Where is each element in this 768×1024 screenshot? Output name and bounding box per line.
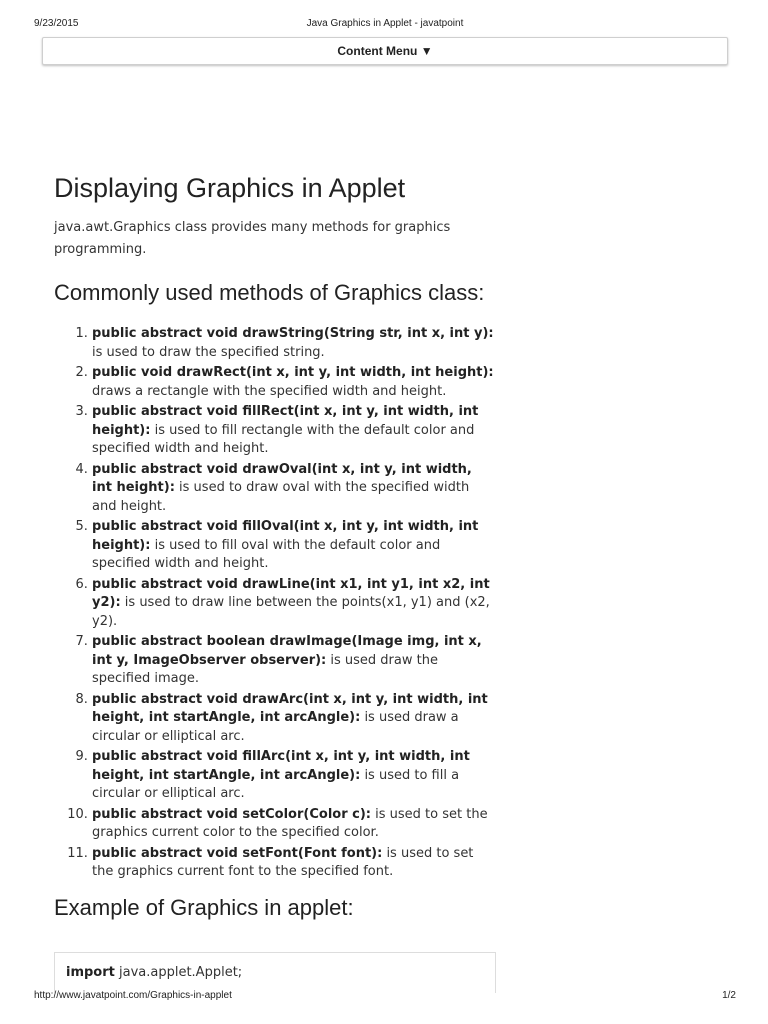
method-item: [92, 461, 496, 517]
method-description: is used to draw the specified string.: [92, 344, 325, 360]
method-item: [92, 633, 496, 689]
page-title: Displaying Graphics in Applet: [54, 173, 406, 203]
method-description: is used to fill rectangle with the default color and specified width and height.: [92, 422, 475, 456]
print-header: [34, 18, 736, 32]
method-item: [92, 748, 496, 804]
print-url: http://www.javatpoint.com/Graphics-in-applet: [34, 990, 232, 1001]
content-menu-button[interactable]: Content Menu ▼: [42, 37, 728, 65]
method-signature: public abstract void fillArc(int x, int y, int width, int height, int startAngle, int arcAngle):: [92, 749, 470, 783]
methods-heading: Commonly used methods of Graphics class:: [54, 280, 485, 305]
method-description: is used to fill oval with the default color and specified width and height.: [92, 537, 441, 571]
code-text: java.applet.Applet;: [114, 965, 243, 980]
code-keyword: import: [66, 965, 115, 980]
method-item: [92, 403, 496, 459]
article: [54, 170, 496, 919]
method-description: is used draw a circular or elliptical arc.: [92, 710, 459, 744]
method-item: [92, 576, 496, 632]
method-signature: public abstract void drawLine(int x1, int y1, int x2, int y2):: [92, 576, 490, 610]
method-item: [92, 364, 496, 401]
print-footer: [34, 990, 736, 1004]
print-page-number: 1/2: [722, 990, 736, 1001]
method-signature: public abstract void fillRect(int x, int y, int width, int height):: [92, 404, 479, 438]
method-description: is used to draw oval with the specified width and height.: [92, 480, 470, 514]
code-block: [54, 952, 496, 993]
print-page-title: Java Graphics in Applet - javatpoint: [306, 18, 464, 29]
method-signature: public abstract void drawArc(int x, int y, int width, int height, int startAngle, int arcAngle):: [92, 691, 488, 725]
method-signature: public abstract void drawString(String str, int x, int y):: [92, 326, 494, 341]
method-description: is used draw the specified image.: [92, 652, 438, 686]
method-signature: public abstract void setColor(Color c):: [92, 806, 371, 822]
method-signature: public abstract void drawOval(int x, int y, int width, int height):: [92, 461, 472, 495]
method-item: [92, 518, 496, 574]
intro-paragraph: java.awt.Graphics class provides many methods for graphics programming.: [54, 220, 451, 257]
method-signature: public abstract void fillOval(int x, int y, int width, int height):: [92, 519, 479, 553]
method-signature: public abstract void setFont(Font font):: [92, 845, 383, 861]
method-description: is used to set the graphics current color to the specified color.: [92, 806, 488, 840]
method-item: [92, 845, 496, 882]
method-signature: public abstract boolean drawImage(Image img, int x, int y, ImageObserver observer):: [92, 634, 482, 668]
example-heading: Example of Graphics in applet:: [54, 894, 354, 920]
print-date: 9/23/2015: [34, 18, 79, 29]
code-line: [66, 965, 242, 980]
method-description: is used to fill a circular or elliptical arc.: [92, 767, 460, 801]
methods-list: [54, 325, 496, 882]
method-description: is used to draw line between the points(x1, y1) and (x2, y2).: [92, 595, 490, 629]
method-item: [92, 691, 496, 747]
method-description: draws a rectangle with the specified width and height.: [92, 383, 447, 399]
method-signature: public void drawRect(int x, int y, int width, int height):: [92, 365, 494, 380]
method-item: [92, 806, 496, 843]
method-item: [92, 325, 496, 362]
method-description: is used to set the graphics current font to the specified font.: [92, 845, 474, 879]
